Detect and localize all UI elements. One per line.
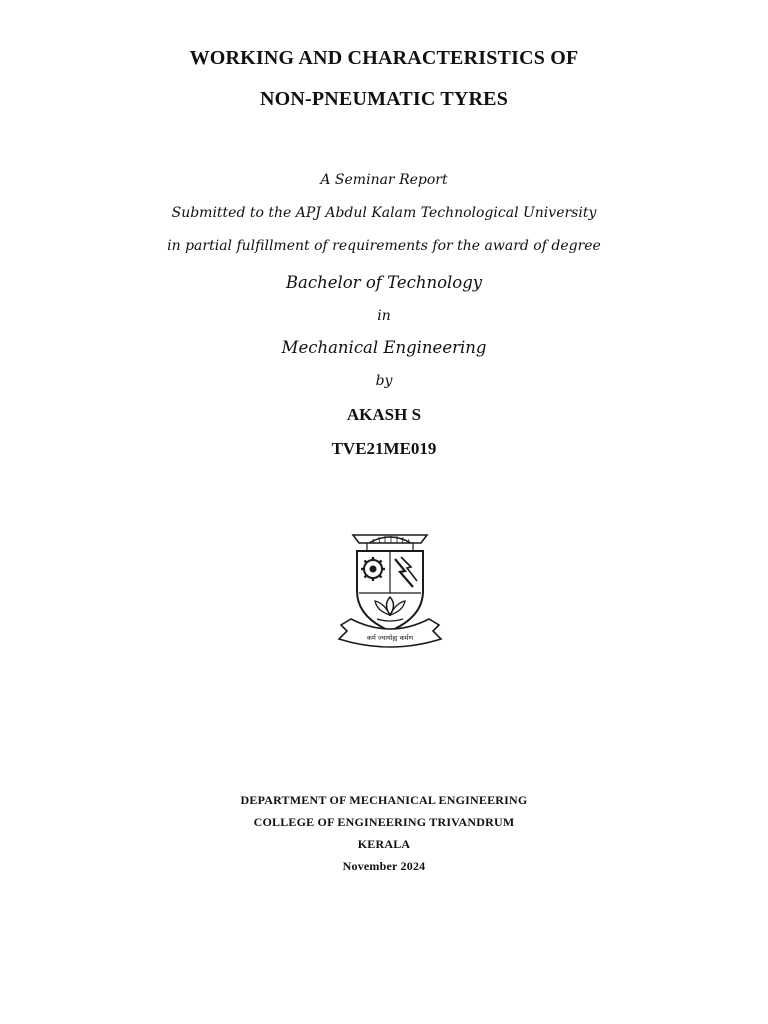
report-title-line-2: NON-PNEUMATIC TYRES	[259, 88, 509, 110]
emblem-motto-text: कर्म ज्यायोह्य कर्मण	[366, 634, 414, 642]
college-emblem-logo	[329, 521, 451, 656]
in-word: in	[377, 308, 391, 324]
department-name: DEPARTMENT OF MECHANICAL ENGINEERING	[240, 793, 528, 807]
emblem-shield	[357, 551, 423, 631]
by-word: by	[375, 373, 393, 389]
report-date: November 2024	[342, 859, 426, 873]
fulfillment-line: in partial fulfillment of requirements for the award of degree	[167, 238, 601, 254]
report-title-line-1: WORKING AND CHARACTERISTICS OF	[189, 47, 579, 69]
author-name: AKASH S	[346, 405, 422, 424]
state-name: KERALA	[357, 837, 411, 851]
emblem-crest	[353, 535, 427, 551]
submitted-to-line: Submitted to the APJ Abdul Kalam Technological University	[171, 205, 597, 221]
branch-name: Mechanical Engineering	[281, 338, 487, 357]
college-name: COLLEGE OF ENGINEERING TRIVANDRUM	[253, 815, 515, 829]
report-type: A Seminar Report	[320, 172, 448, 188]
roll-number: TVE21ME019	[331, 439, 437, 458]
degree-name: Bachelor of Technology	[285, 273, 483, 292]
